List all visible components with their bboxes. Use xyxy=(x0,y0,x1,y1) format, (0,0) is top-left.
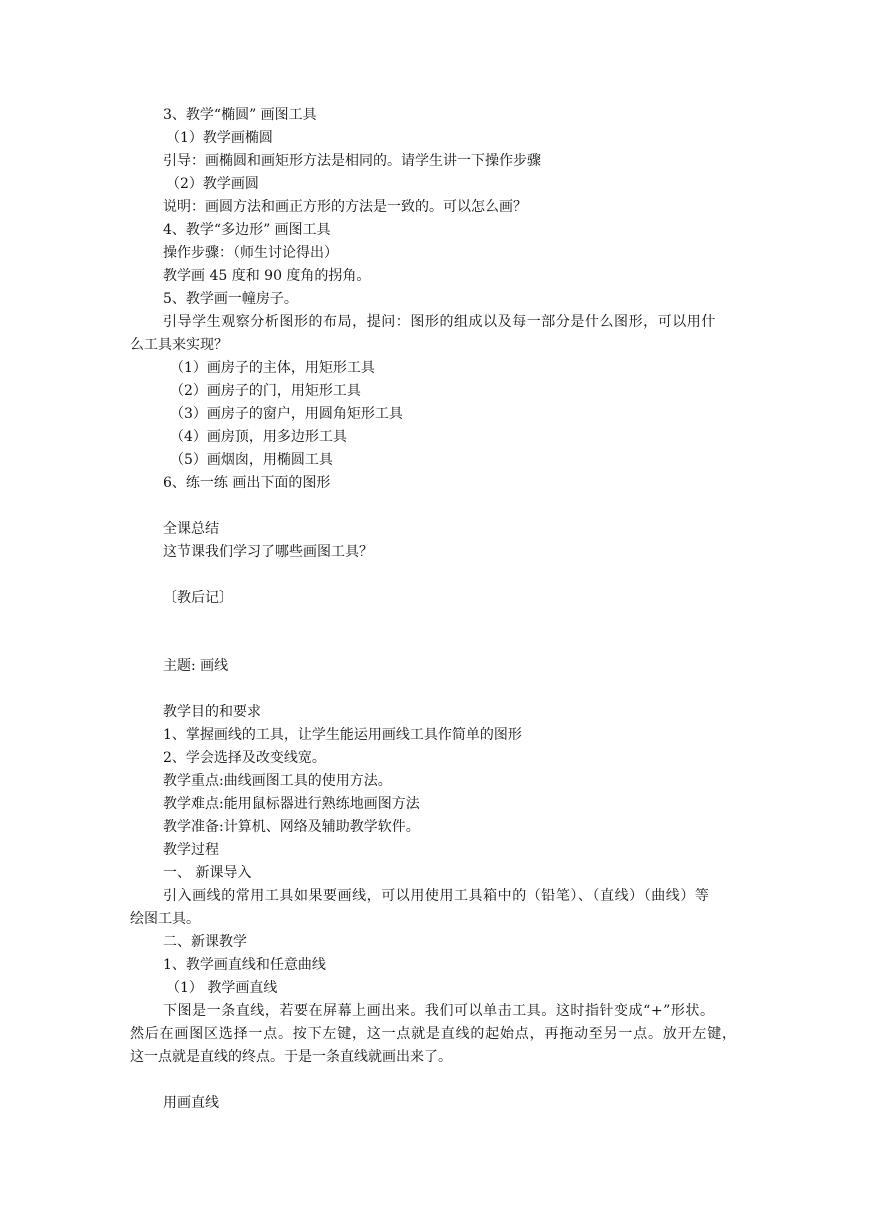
heading-polygon-tool: 4、教学“多边形” 画图工具 xyxy=(163,222,331,238)
paragraph-line: 么工具来实现？ xyxy=(130,337,228,353)
paragraph-line: 绘图工具。 xyxy=(130,911,200,927)
preparation: 教学准备:计算机、网络及辅助教学软件。 xyxy=(163,819,420,835)
teaching-notes: 〔教后记〕 xyxy=(163,590,233,606)
heading-practice: 6、练一练 画出下面的图形 xyxy=(163,475,331,491)
list-item: （5）画烟囱，用椭圆工具 xyxy=(170,452,333,468)
summary-question: 这节课我们学习了哪些画图工具？ xyxy=(163,544,373,560)
lesson-topic: 主题: 画线 xyxy=(163,658,229,674)
figure-caption: 用画直线 xyxy=(163,1095,219,1111)
process-title: 教学过程 xyxy=(163,842,219,858)
list-item: （2）画房子的门，用矩形工具 xyxy=(170,383,361,399)
heading-ellipse-tool: 3、教学“椭圆” 画图工具 xyxy=(163,107,317,123)
difficulty-point: 教学难点:能用鼠标器进行熟练地画图方法 xyxy=(163,796,420,812)
goal-item: 2、学会选择及改变线宽。 xyxy=(163,750,326,766)
paragraph-line: 引导学生观察分析图形的布局，提问：图形的组成以及每一部分是什么图形，可以用什 xyxy=(163,314,716,330)
section-new: 二、新课教学 xyxy=(163,934,247,950)
goal-item: 1、掌握画线的工具，让学生能运用画线工具作简单的图形 xyxy=(163,727,522,743)
paragraph-line: 这一点就是直线的终点。于是一条直线就画出来了。 xyxy=(130,1049,452,1065)
text-line: 操作步骤：（师生讨论得出） xyxy=(163,245,338,261)
paragraph-line: 引入画线的常用工具如果要画线，可以用使用工具箱中的（铅笔）、（直线）（曲线）等 xyxy=(163,888,710,904)
text-line: 说明：画圆方法和画正方形的方法是一致的。可以怎么画？ xyxy=(163,199,527,215)
paragraph-line: 下图是一条直线，若要在屏幕上画出来。我们可以单击工具。这时指针变成“+”形状。 xyxy=(163,1003,715,1019)
paragraph-line: 然后在画图区选择一点。按下左键，这一点就是直线的起始点，再拖动至另一点。放开左键， xyxy=(130,1026,737,1042)
section-intro: 一、 新课导入 xyxy=(163,865,252,881)
sub-ellipse: （1）教学画椭圆 xyxy=(166,130,273,146)
summary-title: 全课总结 xyxy=(163,521,219,537)
sub-circle: （2）教学画圆 xyxy=(166,176,259,192)
text-line: 引导：画椭圆和画矩形方法是相同的。请学生讲一下操作步骤 xyxy=(163,153,541,169)
text-line: 教学画 45 度和 90 度角的拐角。 xyxy=(163,268,371,284)
heading-house: 5、教学画一幢房子。 xyxy=(163,291,298,307)
key-point: 教学重点:曲线画图工具的使用方法。 xyxy=(163,773,392,789)
sub-item: （1） 教学画直线 xyxy=(166,980,278,996)
sub-heading: 1、教学画直线和任意曲线 xyxy=(163,957,326,973)
goals-title: 教学目的和要求 xyxy=(163,704,261,720)
list-item: （3）画房子的窗户，用圆角矩形工具 xyxy=(170,406,403,422)
list-item: （4）画房顶，用多边形工具 xyxy=(170,429,347,445)
list-item: （1）画房子的主体，用矩形工具 xyxy=(170,360,375,376)
